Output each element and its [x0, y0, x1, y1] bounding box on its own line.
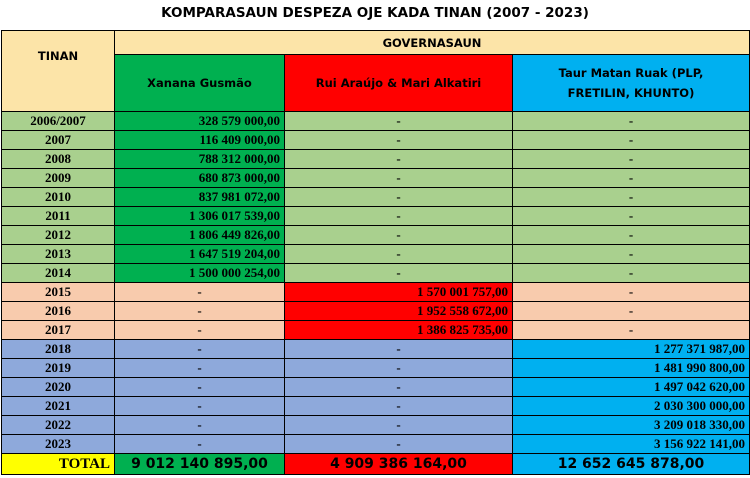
table-row	[2, 283, 750, 302]
value-cell-xanana: 328 579 000,00	[115, 112, 285, 131]
year-cell: 2012	[2, 226, 115, 245]
value-cell-taur: -	[513, 150, 750, 169]
table-row	[2, 131, 750, 150]
value-cell-rui-mari: -	[285, 378, 513, 397]
value-cell-taur: -	[513, 188, 750, 207]
value-cell-xanana: 1 306 017 539,00	[115, 207, 285, 226]
value-cell-rui-mari: -	[285, 416, 513, 435]
value-cell-rui-mari: -	[285, 169, 513, 188]
year-cell: 2017	[2, 321, 115, 340]
value-cell-rui-mari: 1 570 001 757,00	[285, 283, 513, 302]
year-cell: 2016	[2, 302, 115, 321]
value-cell-rui-mari: -	[285, 131, 513, 150]
value-cell-taur: -	[513, 264, 750, 283]
value-cell-rui-mari: -	[285, 264, 513, 283]
value-cell-xanana: 837 981 072,00	[115, 188, 285, 207]
header-year-label: TINAN	[37, 49, 79, 63]
value-cell-rui-mari: -	[285, 226, 513, 245]
value-cell-rui-mari: -	[285, 435, 513, 454]
table-row	[2, 302, 750, 321]
year-cell: 2022	[2, 416, 115, 435]
value-cell-xanana: 1 806 449 826,00	[115, 226, 285, 245]
table-row	[2, 416, 750, 435]
value-cell-xanana: 1 500 000 254,00	[115, 264, 285, 283]
value-cell-xanana: -	[115, 340, 285, 359]
header-xanana	[115, 55, 285, 112]
header-governasaun	[115, 31, 750, 55]
value-cell-rui-mari: -	[285, 340, 513, 359]
budget-comparison-table	[1, 30, 750, 475]
value-cell-xanana: -	[115, 283, 285, 302]
value-cell-taur: 1 277 371 987,00	[513, 340, 750, 359]
value-cell-taur: -	[513, 207, 750, 226]
table-body	[2, 112, 750, 454]
table-row	[2, 169, 750, 188]
table-row	[2, 188, 750, 207]
year-cell: 2014	[2, 264, 115, 283]
value-cell-xanana: 116 409 000,00	[115, 131, 285, 150]
value-cell-taur: -	[513, 112, 750, 131]
total-label: TOTAL	[2, 454, 115, 475]
header-rui-mari-label: Rui Araújo & Mari Alkatiri	[315, 76, 482, 90]
total-xanana: 9 012 140 895,00	[115, 454, 285, 475]
header-rui-mari	[285, 55, 513, 112]
value-cell-taur: -	[513, 283, 750, 302]
year-cell: 2010	[2, 188, 115, 207]
header-taur-line2: FRETILIN, KHUNTO)	[567, 86, 695, 100]
value-cell-rui-mari: -	[285, 207, 513, 226]
value-cell-rui-mari: -	[285, 188, 513, 207]
value-cell-xanana: -	[115, 359, 285, 378]
table-row	[2, 264, 750, 283]
value-cell-rui-mari: -	[285, 245, 513, 264]
value-cell-taur: 2 030 300 000,00	[513, 397, 750, 416]
table-row	[2, 378, 750, 397]
total-rui-mari: 4 909 386 164,00	[285, 454, 513, 475]
table-row	[2, 150, 750, 169]
year-cell: 2020	[2, 378, 115, 397]
header-taur-line1: Taur Matan Ruak (PLP,	[558, 66, 704, 80]
value-cell-rui-mari: 1 386 825 735,00	[285, 321, 513, 340]
year-cell: 2009	[2, 169, 115, 188]
header-year	[2, 31, 115, 112]
header-xanana-label: Xanana Gusmão	[147, 76, 252, 90]
value-cell-xanana: 680 873 000,00	[115, 169, 285, 188]
table-row	[2, 112, 750, 131]
header-taur	[513, 55, 750, 112]
value-cell-taur: -	[513, 169, 750, 188]
year-cell: 2015	[2, 283, 115, 302]
value-cell-taur: -	[513, 321, 750, 340]
value-cell-taur: -	[513, 302, 750, 321]
value-cell-rui-mari: -	[285, 150, 513, 169]
value-cell-taur: 3 156 922 141,00	[513, 435, 750, 454]
table-row	[2, 245, 750, 264]
year-cell: 2013	[2, 245, 115, 264]
header-governasaun-label: GOVERNASAUN	[382, 35, 482, 50]
value-cell-taur: -	[513, 245, 750, 264]
year-cell: 2023	[2, 435, 115, 454]
year-cell: 2006/2007	[2, 112, 115, 131]
value-cell-xanana: -	[115, 416, 285, 435]
value-cell-rui-mari: -	[285, 112, 513, 131]
table-row	[2, 340, 750, 359]
value-cell-taur: -	[513, 131, 750, 150]
value-cell-xanana: 788 312 000,00	[115, 150, 285, 169]
year-cell: 2018	[2, 340, 115, 359]
year-cell: 2007	[2, 131, 115, 150]
value-cell-rui-mari: 1 952 558 672,00	[285, 302, 513, 321]
value-cell-xanana: -	[115, 397, 285, 416]
table-row	[2, 359, 750, 378]
value-cell-rui-mari: -	[285, 397, 513, 416]
table-row	[2, 321, 750, 340]
table-row	[2, 207, 750, 226]
year-cell: 2011	[2, 207, 115, 226]
total-row	[2, 454, 750, 475]
table-row	[2, 435, 750, 454]
value-cell-taur: -	[513, 226, 750, 245]
value-cell-taur: 1 497 042 620,00	[513, 378, 750, 397]
value-cell-xanana: -	[115, 302, 285, 321]
value-cell-xanana: -	[115, 435, 285, 454]
table-row	[2, 397, 750, 416]
value-cell-xanana: -	[115, 321, 285, 340]
total-taur: 12 652 645 878,00	[513, 454, 750, 475]
value-cell-xanana: -	[115, 378, 285, 397]
table-row	[2, 226, 750, 245]
year-cell: 2019	[2, 359, 115, 378]
page-title: KOMPARASAUN DESPEZA OJE KADA TINAN (2007 - 2023)	[161, 5, 589, 21]
value-cell-rui-mari: -	[285, 359, 513, 378]
value-cell-taur: 3 209 018 330,00	[513, 416, 750, 435]
year-cell: 2021	[2, 397, 115, 416]
year-cell: 2008	[2, 150, 115, 169]
value-cell-taur: 1 481 990 800,00	[513, 359, 750, 378]
value-cell-xanana: 1 647 519 204,00	[115, 245, 285, 264]
